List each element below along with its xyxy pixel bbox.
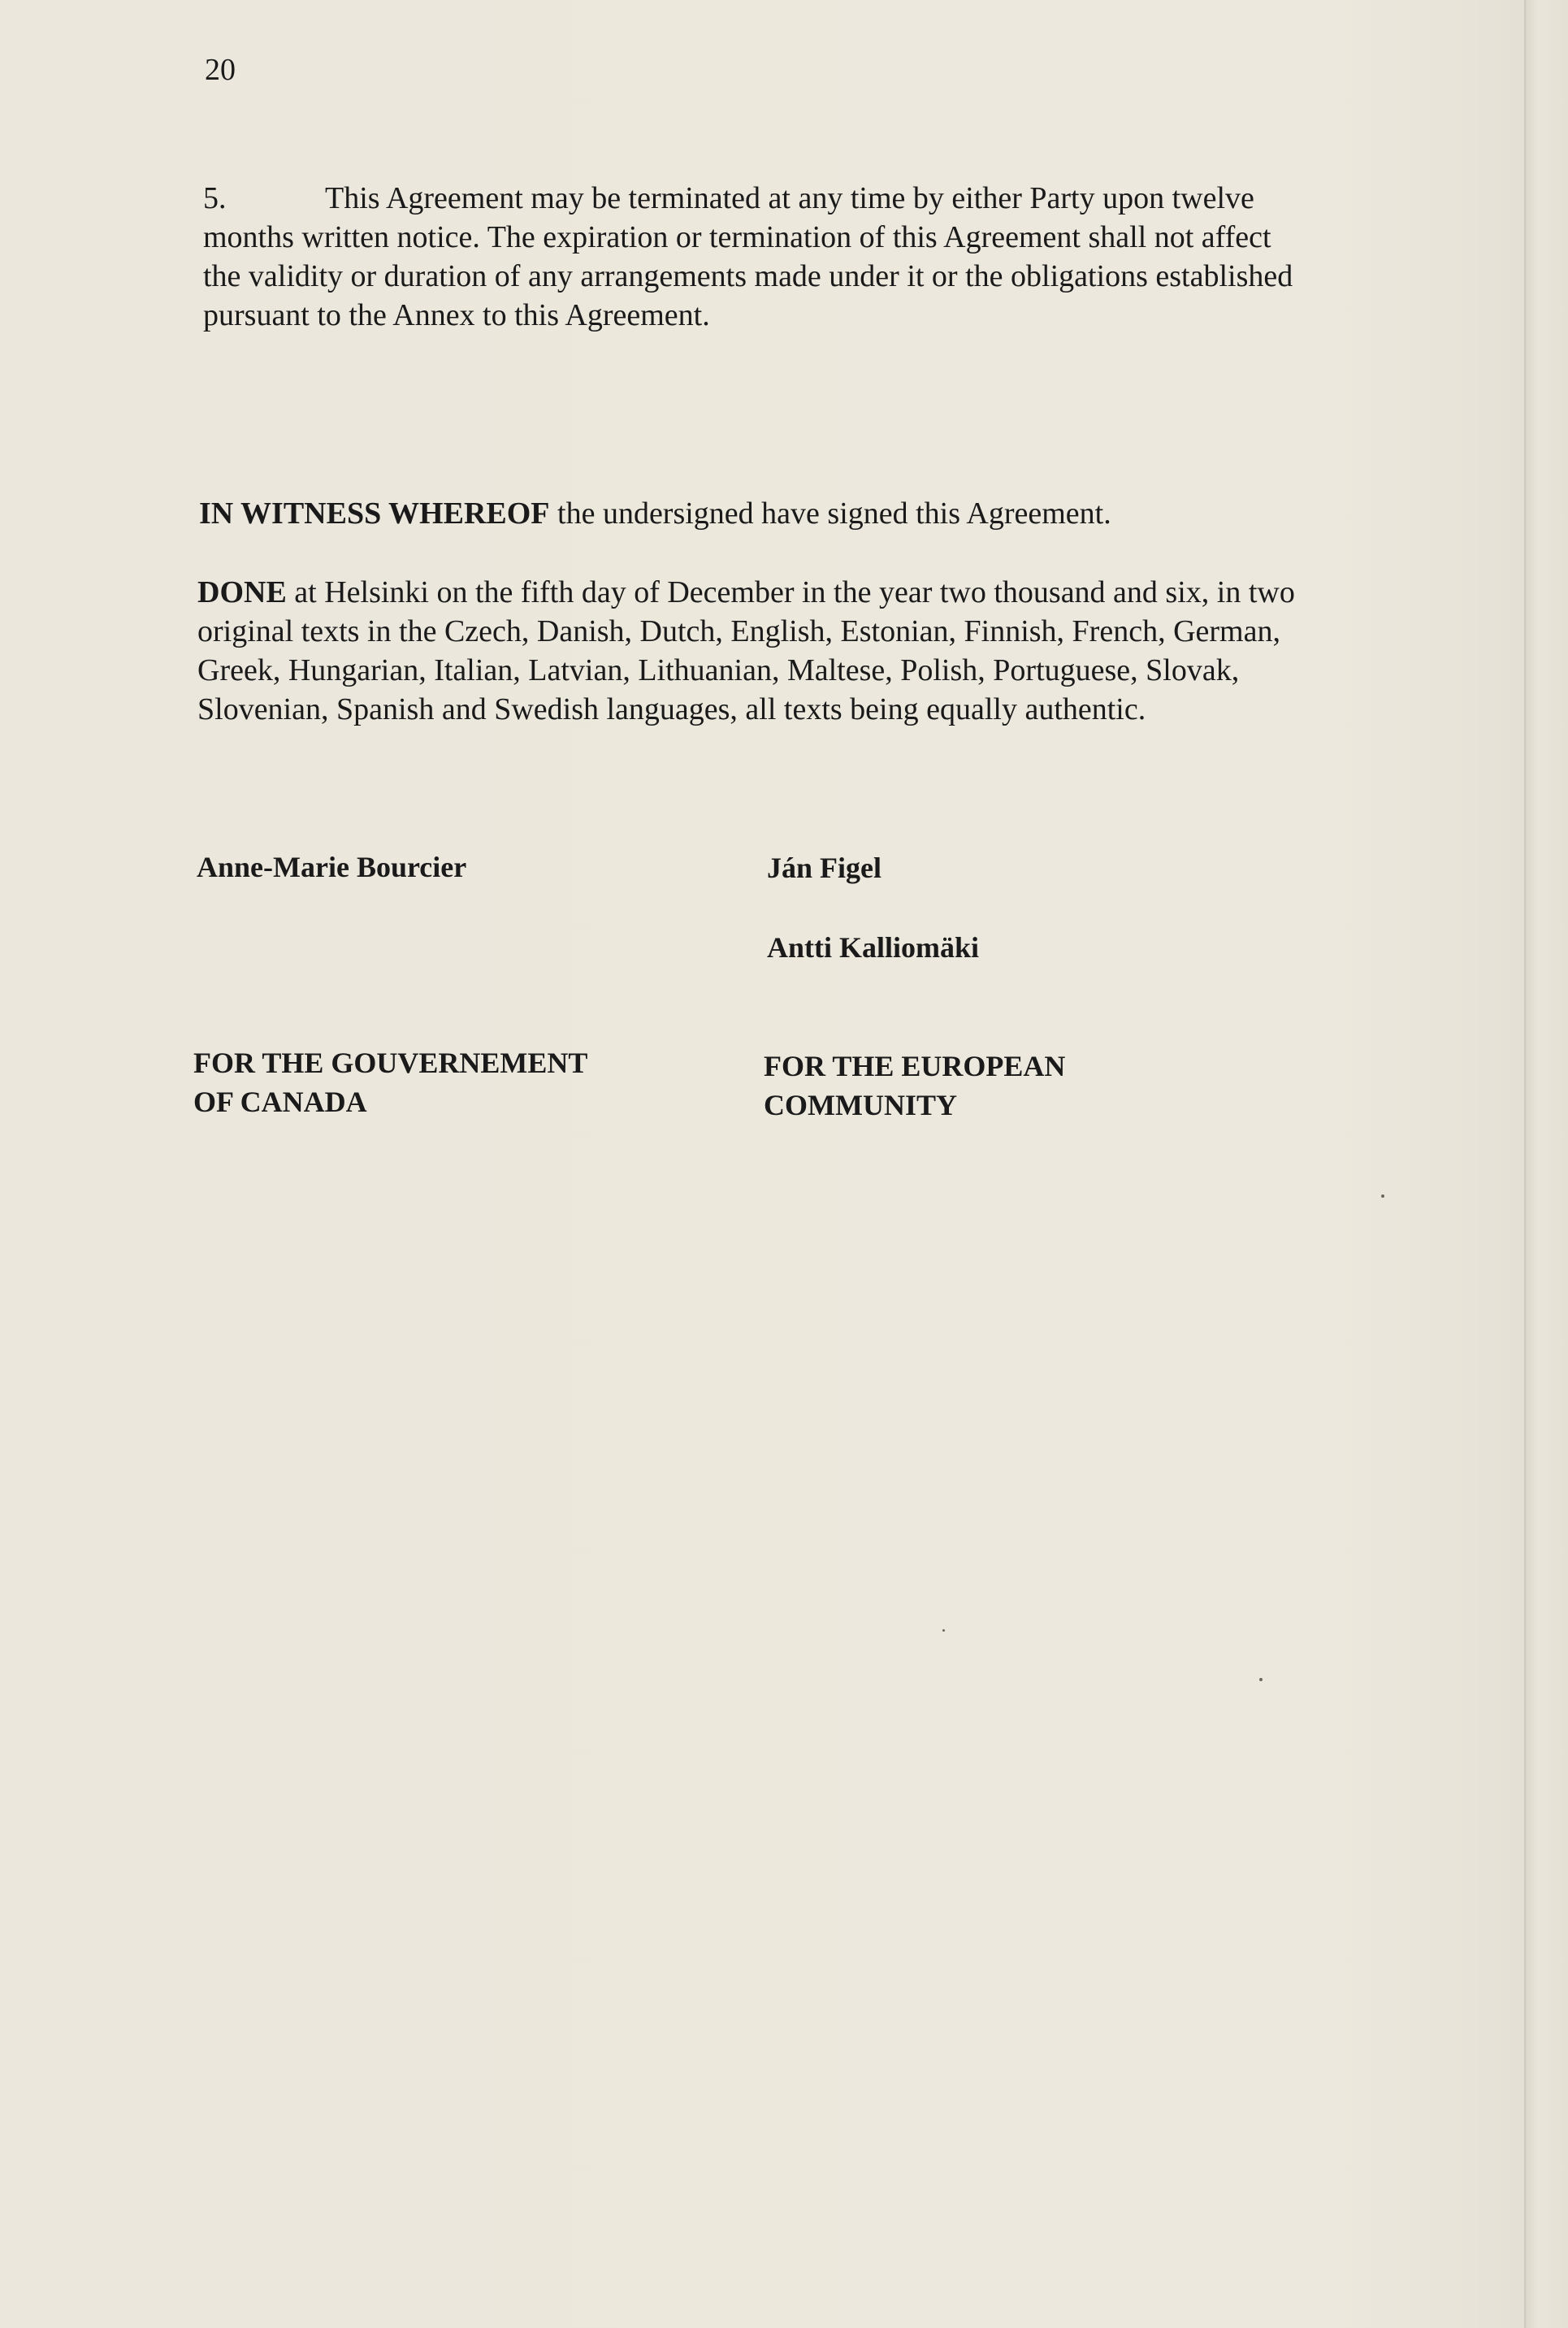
- paper-speck: [1259, 1678, 1263, 1681]
- done-text: at Helsinki on the fifth day of December in the year two thousand and six, in two original texts in the Czech, Danish, Dutch, English, Estonian, Finnish, French, German, Greek, Hungarian, Italian, Latvian, Lithuanian, Maltese, Polish, Portuguese, Slovak, Slovenian, Spanish and Swedish languages, all texts being equally authentic.: [197, 575, 1295, 726]
- done-lead: DONE: [197, 575, 287, 609]
- party-ec-line-1: FOR THE EUROPEAN: [764, 1050, 1066, 1082]
- clause-5-text: This Agreement may be terminated at any time by either Party upon twelve months written notice. The expiration or termination of this Agreement shall not affect the validity or duration of any arrangements made under it or the obligations established pursuant to the Annex to this Agreement.: [203, 181, 1293, 332]
- signatory-ec-name-2: Antti Kalliomäki: [767, 931, 980, 964]
- witness-text: the undersigned have signed this Agreement.: [549, 496, 1111, 531]
- done-clause: [197, 573, 1351, 729]
- party-canada-line-2: OF CANADA: [193, 1086, 367, 1118]
- paper-speck: [942, 1629, 945, 1632]
- paper-speck: [1381, 1194, 1384, 1198]
- party-canada-line-1: FOR THE GOUVERNEMENT: [193, 1047, 588, 1079]
- party-ec-line-2: COMMUNITY: [764, 1089, 957, 1121]
- party-canada: [193, 1043, 713, 1121]
- signatory-ec-name-1: Ján Figel: [767, 852, 881, 884]
- witness-clause: [199, 494, 1336, 533]
- page-number: 20: [205, 53, 236, 87]
- witness-lead: IN WITNESS WHEREOF: [199, 496, 550, 531]
- page-spine-edge: [1524, 0, 1568, 2328]
- clause-5-number: 5.: [203, 181, 227, 215]
- party-european-community: [764, 1047, 1284, 1125]
- clause-5: [203, 179, 1316, 335]
- signatory-canada-name: Anne-Marie Bourcier: [197, 851, 467, 883]
